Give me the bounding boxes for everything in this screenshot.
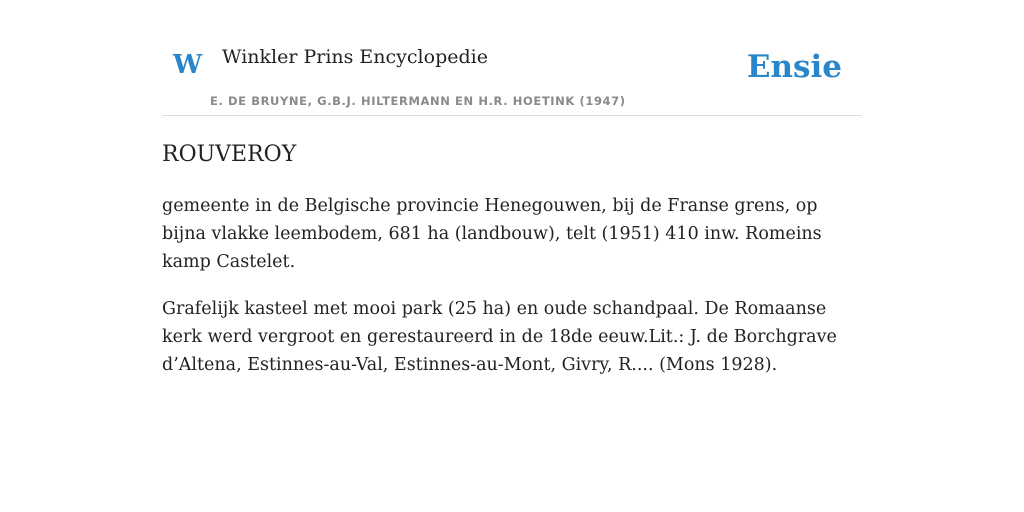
- source-authors: E. DE BRUYNE, G.B.J. HILTERMANN EN H.R. HOETINK (1947): [210, 94, 626, 108]
- ensie-logo-link[interactable]: Ensie: [746, 49, 842, 85]
- source-logo[interactable]: W: [173, 50, 203, 80]
- source-title-link[interactable]: Winkler Prins Encyclopedie: [222, 46, 488, 68]
- entry-paragraph: gemeente in de Belgische provincie Henegouwen, bij de Franse grens, op bijna vlakke leembodem, 681 ha (landbouw), telt (1951) 410 inw. Romeins kamp Castelet.: [162, 196, 822, 272]
- page-container: [162, 0, 862, 379]
- entry-title: ROUVEROY: [162, 142, 297, 167]
- source-header: [162, 0, 862, 116]
- entry-paragraph: Grafelijk kasteel met mooi park (25 ha) en oude schandpaal. De Romaanse kerk werd vergroot en gerestaureerd in de 18de eeuw.Lit.: J. de Borchgrave d’Altena, Estinnes-au-Val, Estinnes-au-Mont, Givry, R.... (Mons 1928).: [162, 299, 837, 375]
